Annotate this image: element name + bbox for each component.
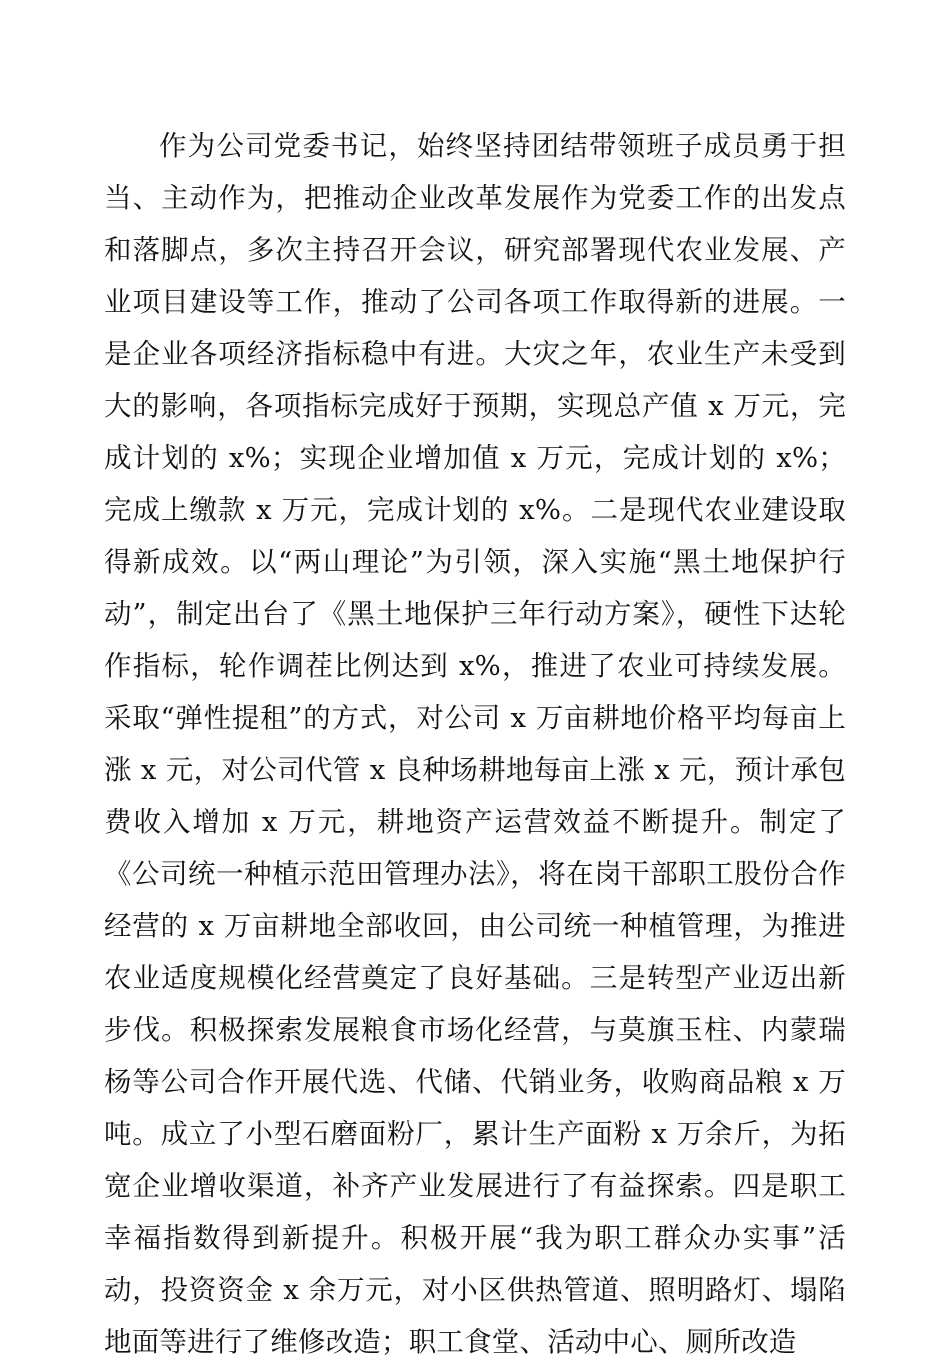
document-body [104,120,846,1368]
body-paragraph: 作为公司党委书记，始终坚持团结带领班子成员勇于担当、主动作为，把推动企业改革发展作为党委工作的出发点和落脚点，多次主持召开会议，研究部署现代农业发展、产业项目建设等工作，推动了公司各项工作取得新的进展。一是企业各项经济指标稳中有进。大灾之年，农业生产未受到大的影响，各项指标完成好于预期，实现总产值 x 万元，完成计划的 x%；实现企业增加值 x 万元，完成计划的 x%；完成上缴款 x 万元，完成计划的 x%。二是现代农业建设取得新成效。以“两山理论”为引领，深入实施“黑土地保护行动”，制定出台了《黑土地保护三年行动方案》，硬性下达轮作指标，轮作调茬比例达到 x%，推进了农业可持续发展。采取“弹性提租”的方式，对公司 x 万亩耕地价格平均每亩上涨 x 元，对公司代管 x 良种场耕地每亩上涨 x 元，预计承包费收入增加 x 万元，耕地资产运营效益不断提升。制定了《公司统一种植示范田管理办法》，将在岗干部职工股份合作经营的 x 万亩耕地全部收回，由公司统一种植管理，为推进农业适度规模化经营奠定了良好基础。三是转型产业迈出新步伐。积极探索发展粮食市场化经营，与莫旗玉柱、内蒙瑞杨等公司合作开展代选、代储、代销业务，收购商品粮 x 万吨。成立了小型石磨面粉厂，累计生产面粉 x 万余斤，为拓宽企业增收渠道，补齐产业发展进行了有益探索。四是职工幸福指数得到新提升。积极开展“我为职工群众办实事”活动，投资资金 x 余万元，对小区供热管道、照明路灯、塌陷地面等进行了维修改造；职工食堂、活动中心、厕所改造 [104,130,846,1358]
